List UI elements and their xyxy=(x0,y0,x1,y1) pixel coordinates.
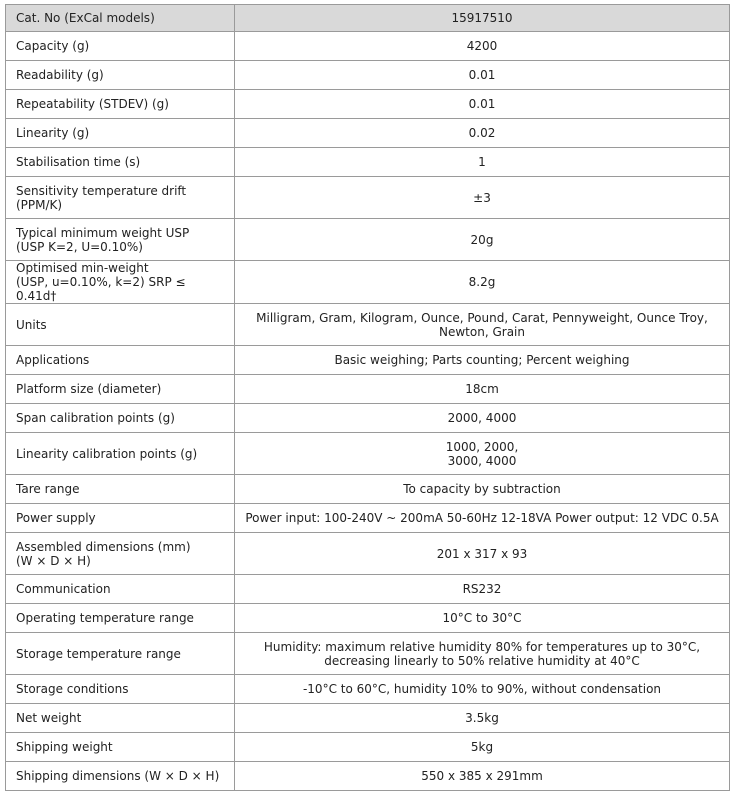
row-label: Span calibration points (g) xyxy=(6,404,235,433)
table-row xyxy=(6,733,730,762)
table-row xyxy=(6,261,730,304)
row-value: 550 x 385 x 291mm xyxy=(235,762,730,791)
table-row xyxy=(6,61,730,90)
row-label: Platform size (diameter) xyxy=(6,375,235,404)
row-label: Assembled dimensions (mm) (W × D × H) xyxy=(6,533,235,575)
row-value: -10°C to 60°C, humidity 10% to 90%, without condensation xyxy=(235,675,730,704)
row-label: Readability (g) xyxy=(6,61,235,90)
spec-body xyxy=(6,32,730,791)
table-row xyxy=(6,177,730,219)
row-value: ±3 xyxy=(235,177,730,219)
row-label: Linearity calibration points (g) xyxy=(6,433,235,475)
row-value: To capacity by subtraction xyxy=(235,475,730,504)
row-label: Shipping dimensions (W × D × H) xyxy=(6,762,235,791)
table-row xyxy=(6,148,730,177)
table-row xyxy=(6,304,730,346)
row-label: Power supply xyxy=(6,504,235,533)
row-value: 3.5kg xyxy=(235,704,730,733)
table-row xyxy=(6,704,730,733)
row-label: Capacity (g) xyxy=(6,32,235,61)
row-label: Linearity (g) xyxy=(6,119,235,148)
table-row xyxy=(6,604,730,633)
row-label: Applications xyxy=(6,346,235,375)
table-row xyxy=(6,475,730,504)
table-row xyxy=(6,575,730,604)
header-value: 15917510 xyxy=(235,5,730,32)
row-label: Storage conditions xyxy=(6,675,235,704)
table-row xyxy=(6,533,730,575)
row-value: 1 xyxy=(235,148,730,177)
table-row xyxy=(6,375,730,404)
table-row xyxy=(6,219,730,261)
table-row xyxy=(6,762,730,791)
row-value: 4200 xyxy=(235,32,730,61)
row-value: Basic weighing; Parts counting; Percent weighing xyxy=(235,346,730,375)
row-label: Sensitivity temperature drift (PPM/K) xyxy=(6,177,235,219)
row-label: Storage temperature range xyxy=(6,633,235,675)
row-value: 2000, 4000 xyxy=(235,404,730,433)
table-row xyxy=(6,504,730,533)
row-value: 201 x 317 x 93 xyxy=(235,533,730,575)
table-row xyxy=(6,119,730,148)
row-value: Milligram, Gram, Kilogram, Ounce, Pound, Carat, Pennyweight, Ounce Troy, Newton, Grain xyxy=(235,304,730,346)
row-label: Stabilisation time (s) xyxy=(6,148,235,177)
row-label: Typical minimum weight USP (USP K=2, U=0.10%) xyxy=(6,219,235,261)
table-row xyxy=(6,32,730,61)
row-value: RS232 xyxy=(235,575,730,604)
header-row xyxy=(6,5,730,32)
row-value: 8.2g xyxy=(235,261,730,304)
row-label: Optimised min-weight (USP, u=0.10%, k=2) SRP ≤ 0.41d† xyxy=(6,261,235,304)
table-row xyxy=(6,675,730,704)
table-row xyxy=(6,404,730,433)
table-row xyxy=(6,433,730,475)
row-value: Humidity: maximum relative humidity 80% for temperatures up to 30°C, decreasing linearly to 50% relative humidity at 40°C xyxy=(235,633,730,675)
row-label: Net weight xyxy=(6,704,235,733)
row-label: Repeatability (STDEV) (g) xyxy=(6,90,235,119)
table-row xyxy=(6,90,730,119)
row-label: Tare range xyxy=(6,475,235,504)
table-row xyxy=(6,633,730,675)
row-value: 0.01 xyxy=(235,61,730,90)
row-label: Shipping weight xyxy=(6,733,235,762)
specification-table xyxy=(5,4,730,791)
row-label: Operating temperature range xyxy=(6,604,235,633)
row-value: 1000, 2000, 3000, 4000 xyxy=(235,433,730,475)
row-label: Communication xyxy=(6,575,235,604)
header-label: Cat. No (ExCal models) xyxy=(6,5,235,32)
row-value: 18cm xyxy=(235,375,730,404)
row-value: 5kg xyxy=(235,733,730,762)
row-value: 0.02 xyxy=(235,119,730,148)
row-value: 0.01 xyxy=(235,90,730,119)
row-value: 10°C to 30°C xyxy=(235,604,730,633)
row-value: 20g xyxy=(235,219,730,261)
row-value: Power input: 100-240V ~ 200mA 50-60Hz 12-18VA Power output: 12 VDC 0.5A xyxy=(235,504,730,533)
table-row xyxy=(6,346,730,375)
row-label: Units xyxy=(6,304,235,346)
